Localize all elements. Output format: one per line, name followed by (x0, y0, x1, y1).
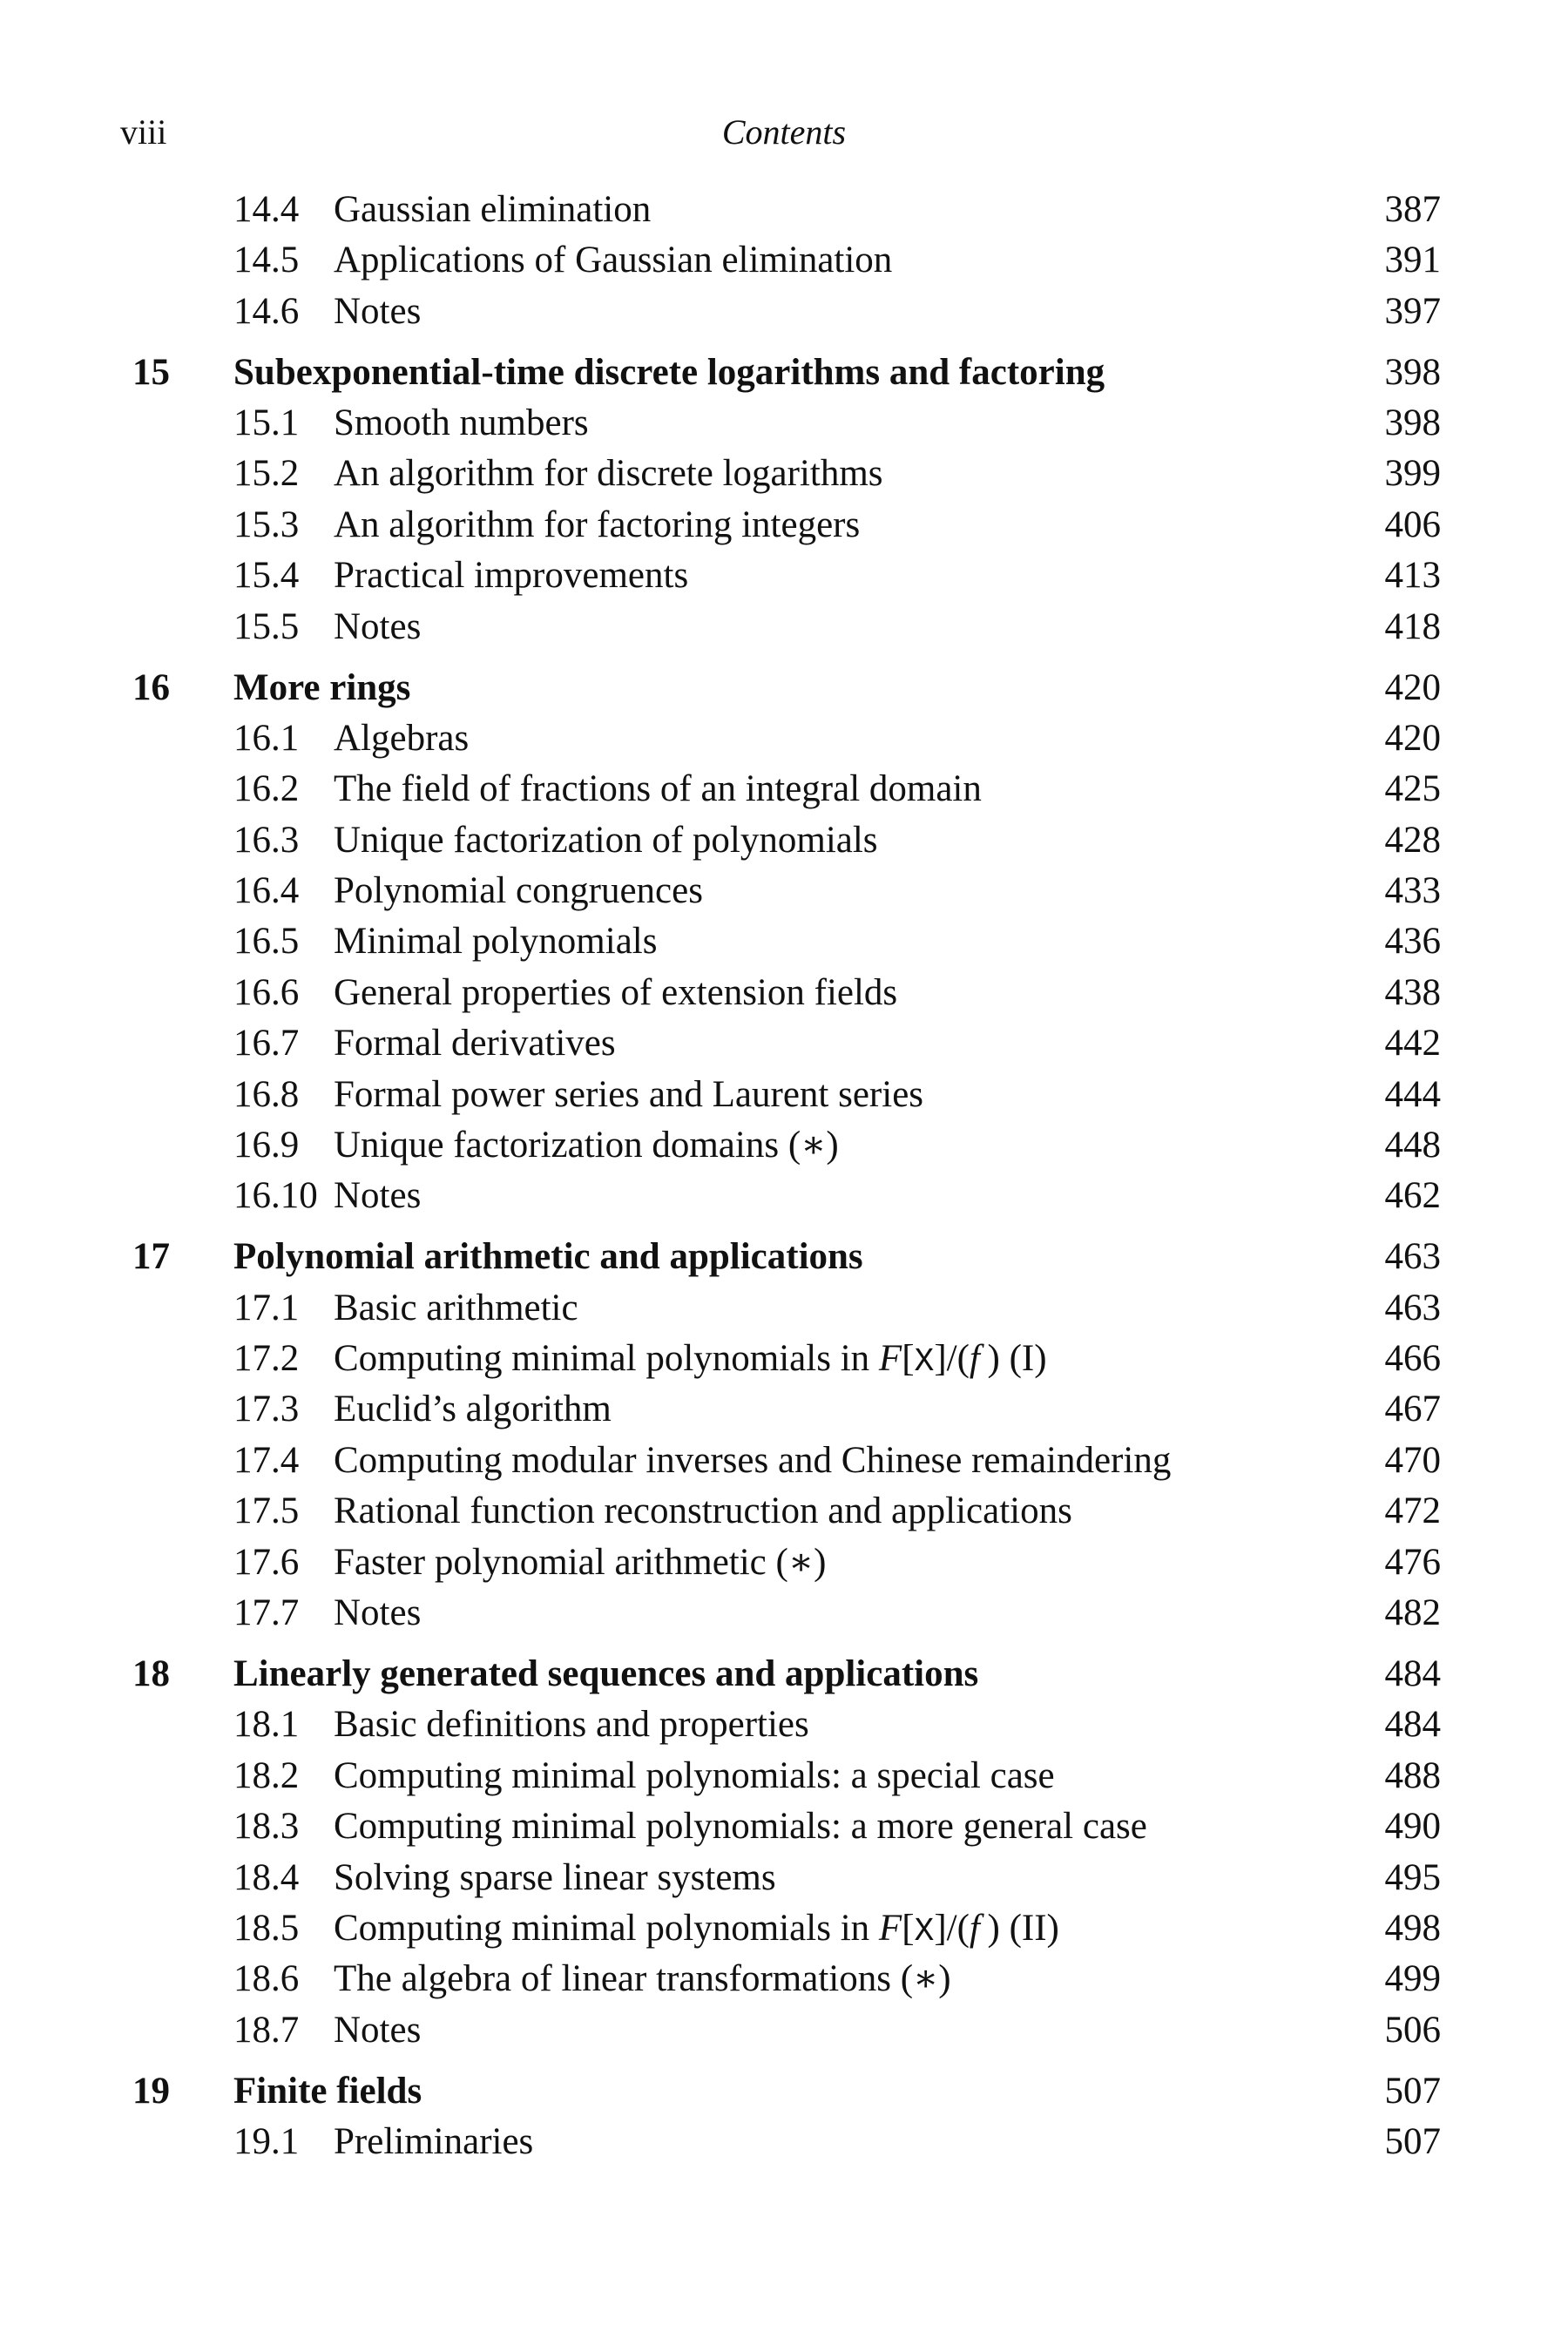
section-title (334, 2005, 421, 2056)
section-number: 18.6 (233, 1958, 300, 2000)
title-text: Computing minimal polynomials in (334, 1338, 879, 1380)
title-text: Formal derivatives (334, 1023, 616, 1064)
title-text: Applications of Gaussian elimination (334, 240, 893, 281)
section-title (334, 764, 982, 814)
section-title (334, 1853, 776, 1903)
toc-section-row (0, 398, 1568, 449)
toc-section-row (0, 916, 1568, 967)
title-text: Notes (334, 1592, 422, 1634)
chapter-title (233, 1649, 978, 1700)
chapter-number: 15 (132, 351, 170, 393)
section-title (334, 1954, 951, 2004)
page-number: 406 (1384, 504, 1441, 545)
title-text: Rational function reconstruction and applications (334, 1490, 1072, 1532)
section-title (334, 1171, 421, 1221)
title-text: Basic definitions and properties (334, 1704, 809, 1746)
section-number: 18.4 (233, 1856, 300, 1898)
section-title (334, 1486, 1072, 1537)
page-number: 507 (1384, 2070, 1441, 2112)
page-number: 495 (1384, 1856, 1441, 1898)
title-text: Finite fields (233, 2070, 422, 2112)
title-text: Euclid’s algorithm (334, 1389, 612, 1430)
title-text: The field of fractions of an integral domain (334, 768, 982, 810)
section-title (334, 1384, 612, 1435)
title-text: General properties of extension fields (334, 971, 898, 1013)
chapter-title (233, 663, 410, 713)
title-text: Basic arithmetic (334, 1287, 578, 1328)
toc-section-row (0, 500, 1568, 551)
section-number: 16.3 (233, 819, 300, 861)
toc-section-row (0, 1283, 1568, 1334)
section-number: 14.5 (233, 240, 300, 281)
section-title (334, 1070, 923, 1120)
section-number: 17.6 (233, 1541, 300, 1583)
page-number: 391 (1384, 240, 1441, 281)
toc-section-row (0, 602, 1568, 652)
section-number: 17.3 (233, 1389, 300, 1430)
section-number: 15.4 (233, 555, 300, 597)
page-number: 506 (1384, 2009, 1441, 2051)
page-number: 484 (1384, 1704, 1441, 1746)
page-number: 428 (1384, 819, 1441, 861)
title-text: Minimal polynomials (334, 921, 658, 963)
section-title (334, 1334, 1047, 1388)
page-number: 490 (1384, 1806, 1441, 1848)
title-text: Computing minimal polynomials: a special case (334, 1754, 1055, 1796)
toc-section-row (0, 866, 1568, 916)
section-title (334, 1283, 578, 1334)
toc-section-row (0, 1486, 1568, 1537)
section-number: 16.5 (233, 921, 300, 963)
title-text: Faster polynomial arithmetic (∗) (334, 1541, 827, 1583)
title-text: Computing modular inverses and Chinese remaindering (334, 1439, 1172, 1481)
toc-section-row (0, 1018, 1568, 1069)
section-title (334, 1120, 839, 1171)
title-text: Notes (334, 605, 422, 647)
section-title (334, 398, 589, 449)
section-number: 17.4 (233, 1439, 300, 1481)
section-title (334, 185, 651, 235)
page-number: 476 (1384, 1541, 1441, 1583)
title-text: An algorithm for discrete logarithms (334, 453, 883, 495)
page-number: 507 (1384, 2120, 1441, 2162)
toc-chapter-row (0, 663, 1568, 713)
title-text: An algorithm for factoring integers (334, 504, 861, 545)
toc-section-row (0, 1120, 1568, 1171)
title-text: Formal power series and Laurent series (334, 1073, 924, 1115)
section-number: 16.9 (233, 1125, 300, 1166)
section-number: 16.8 (233, 1073, 300, 1115)
page-number: 472 (1384, 1490, 1441, 1532)
page-number: 398 (1384, 402, 1441, 444)
section-title (334, 916, 657, 967)
section-number: 17.7 (233, 1592, 300, 1634)
section-number: 18.7 (233, 2009, 300, 2051)
section-title (334, 551, 688, 601)
chapter-number: 16 (132, 666, 170, 708)
section-number: 16.7 (233, 1023, 300, 1064)
section-title (334, 1436, 1171, 1486)
title-text: Notes (334, 1175, 422, 1217)
section-number: 16.2 (233, 768, 300, 810)
toc-section-row (0, 764, 1568, 814)
section-title (334, 815, 878, 866)
title-text: Polynomial arithmetic and applications (233, 1236, 863, 1278)
toc-chapter-row (0, 2066, 1568, 2117)
toc-chapter-row (0, 348, 1568, 398)
title-text: Computing minimal polynomials in (334, 1907, 879, 1949)
section-title (334, 500, 860, 551)
title-text: Preliminaries (334, 2120, 534, 2162)
section-number: 15.3 (233, 504, 300, 545)
chapter-number: 17 (132, 1236, 170, 1278)
page-number: 425 (1384, 768, 1441, 810)
page-number: 467 (1384, 1389, 1441, 1430)
page-number: 399 (1384, 453, 1441, 495)
title-text: Unique factorization domains (∗) (334, 1125, 839, 1166)
toc-section-row (0, 1588, 1568, 1639)
chapter-title (233, 1232, 863, 1282)
toc-section-row (0, 449, 1568, 499)
chapter-number: 18 (132, 1652, 170, 1694)
title-text: Polynomial congruences (334, 870, 703, 912)
toc-section-row (0, 235, 1568, 286)
page-folio: viii (120, 112, 167, 152)
toc-section-row (0, 1853, 1568, 1903)
page-number: 463 (1384, 1236, 1441, 1278)
section-number: 15.5 (233, 605, 300, 647)
title-suffix: (II) (999, 1907, 1059, 1949)
toc-section-row (0, 1700, 1568, 1750)
toc-section-row (0, 1384, 1568, 1435)
title-text: Solving sparse linear systems (334, 1856, 776, 1898)
section-title (334, 449, 883, 499)
title-text: Computing minimal polynomials: a more general case (334, 1806, 1147, 1848)
section-title (334, 1538, 826, 1588)
running-header (0, 112, 1568, 164)
page-number: 418 (1384, 605, 1441, 647)
section-title (334, 866, 703, 916)
running-title: Contents (721, 112, 847, 152)
toc-section-row (0, 2117, 1568, 2167)
toc-section-row (0, 1751, 1568, 1801)
toc-section-row (0, 1801, 1568, 1852)
title-text: The algebra of linear transformations (∗) (334, 1958, 951, 2000)
title-text: Practical improvements (334, 555, 689, 597)
section-number: 14.6 (233, 290, 300, 332)
title-text: Algebras (334, 717, 470, 759)
table-of-contents (0, 185, 1568, 2167)
toc-section-row (0, 968, 1568, 1018)
section-number: 16.10 (233, 1175, 318, 1217)
toc-section-row (0, 815, 1568, 866)
section-title (334, 968, 897, 1018)
page-number: 433 (1384, 870, 1441, 912)
title-text: Smooth numbers (334, 402, 589, 444)
section-title (334, 235, 892, 286)
title-text: Notes (334, 290, 422, 332)
toc-section-row (0, 1436, 1568, 1486)
toc-section-row (0, 713, 1568, 764)
section-number: 18.5 (233, 1907, 300, 1949)
page-number: 488 (1384, 1754, 1441, 1796)
section-number: 17.5 (233, 1490, 300, 1532)
page-number: 438 (1384, 971, 1441, 1013)
page-number: 420 (1384, 666, 1441, 708)
page-number: 462 (1384, 1175, 1441, 1217)
toc-section-row (0, 2005, 1568, 2056)
chapter-title (233, 2066, 422, 2117)
section-number: 16.6 (233, 971, 300, 1013)
section-number: 18.1 (233, 1704, 300, 1746)
toc-section-row (0, 1538, 1568, 1588)
toc-section-row (0, 1070, 1568, 1120)
toc-section-row (0, 1334, 1568, 1384)
section-title (334, 602, 421, 652)
section-title (334, 1700, 809, 1750)
section-number: 18.3 (233, 1806, 300, 1848)
section-number: 14.4 (233, 189, 300, 230)
toc-section-row (0, 185, 1568, 235)
section-number: 17.2 (233, 1338, 300, 1380)
page-number: 448 (1384, 1125, 1441, 1166)
section-title (334, 713, 469, 764)
section-title (334, 287, 421, 337)
page-number: 482 (1384, 1592, 1441, 1634)
math-expression: F[X]/(f ) (878, 1338, 1000, 1382)
toc-chapter-row (0, 1232, 1568, 1282)
math-expression: F[X]/(f ) (878, 1907, 1000, 1950)
section-number: 16.1 (233, 717, 300, 759)
title-text: More rings (233, 666, 411, 708)
section-title (334, 1801, 1147, 1852)
page-number: 397 (1384, 290, 1441, 332)
page-number: 463 (1384, 1287, 1441, 1328)
toc-chapter-row (0, 1649, 1568, 1700)
page-number: 398 (1384, 351, 1441, 393)
section-title (334, 1588, 421, 1639)
page-number: 470 (1384, 1439, 1441, 1481)
section-title (334, 1903, 1059, 1957)
page-number: 420 (1384, 717, 1441, 759)
toc-section-row (0, 1171, 1568, 1221)
page-number: 442 (1384, 1023, 1441, 1064)
chapter-number: 19 (132, 2070, 170, 2112)
title-text: Unique factorization of polynomials (334, 819, 878, 861)
section-title (334, 2117, 533, 2167)
page-number: 413 (1384, 555, 1441, 597)
page-number: 484 (1384, 1652, 1441, 1694)
page-number: 444 (1384, 1073, 1441, 1115)
section-number: 15.2 (233, 453, 300, 495)
section-title (334, 1751, 1055, 1801)
page-number: 498 (1384, 1907, 1441, 1949)
section-title (334, 1018, 616, 1069)
toc-section-row (0, 1954, 1568, 2004)
section-number: 19.1 (233, 2120, 300, 2162)
toc-section-row (0, 1903, 1568, 1954)
section-number: 15.1 (233, 402, 300, 444)
title-text: Notes (334, 2009, 422, 2051)
chapter-title (233, 348, 1105, 398)
toc-section-row (0, 551, 1568, 601)
title-text: Gaussian elimination (334, 189, 652, 230)
page-number: 499 (1384, 1958, 1441, 2000)
section-number: 17.1 (233, 1287, 300, 1328)
page-number: 436 (1384, 921, 1441, 963)
section-number: 16.4 (233, 870, 300, 912)
title-text: Subexponential-time discrete logarithms and factoring (233, 351, 1105, 393)
title-text: Linearly generated sequences and applications (233, 1652, 979, 1694)
section-number: 18.2 (233, 1754, 300, 1796)
toc-section-row (0, 287, 1568, 337)
page-number: 387 (1384, 189, 1441, 230)
page-number: 466 (1384, 1338, 1441, 1380)
title-suffix: (I) (999, 1338, 1047, 1380)
